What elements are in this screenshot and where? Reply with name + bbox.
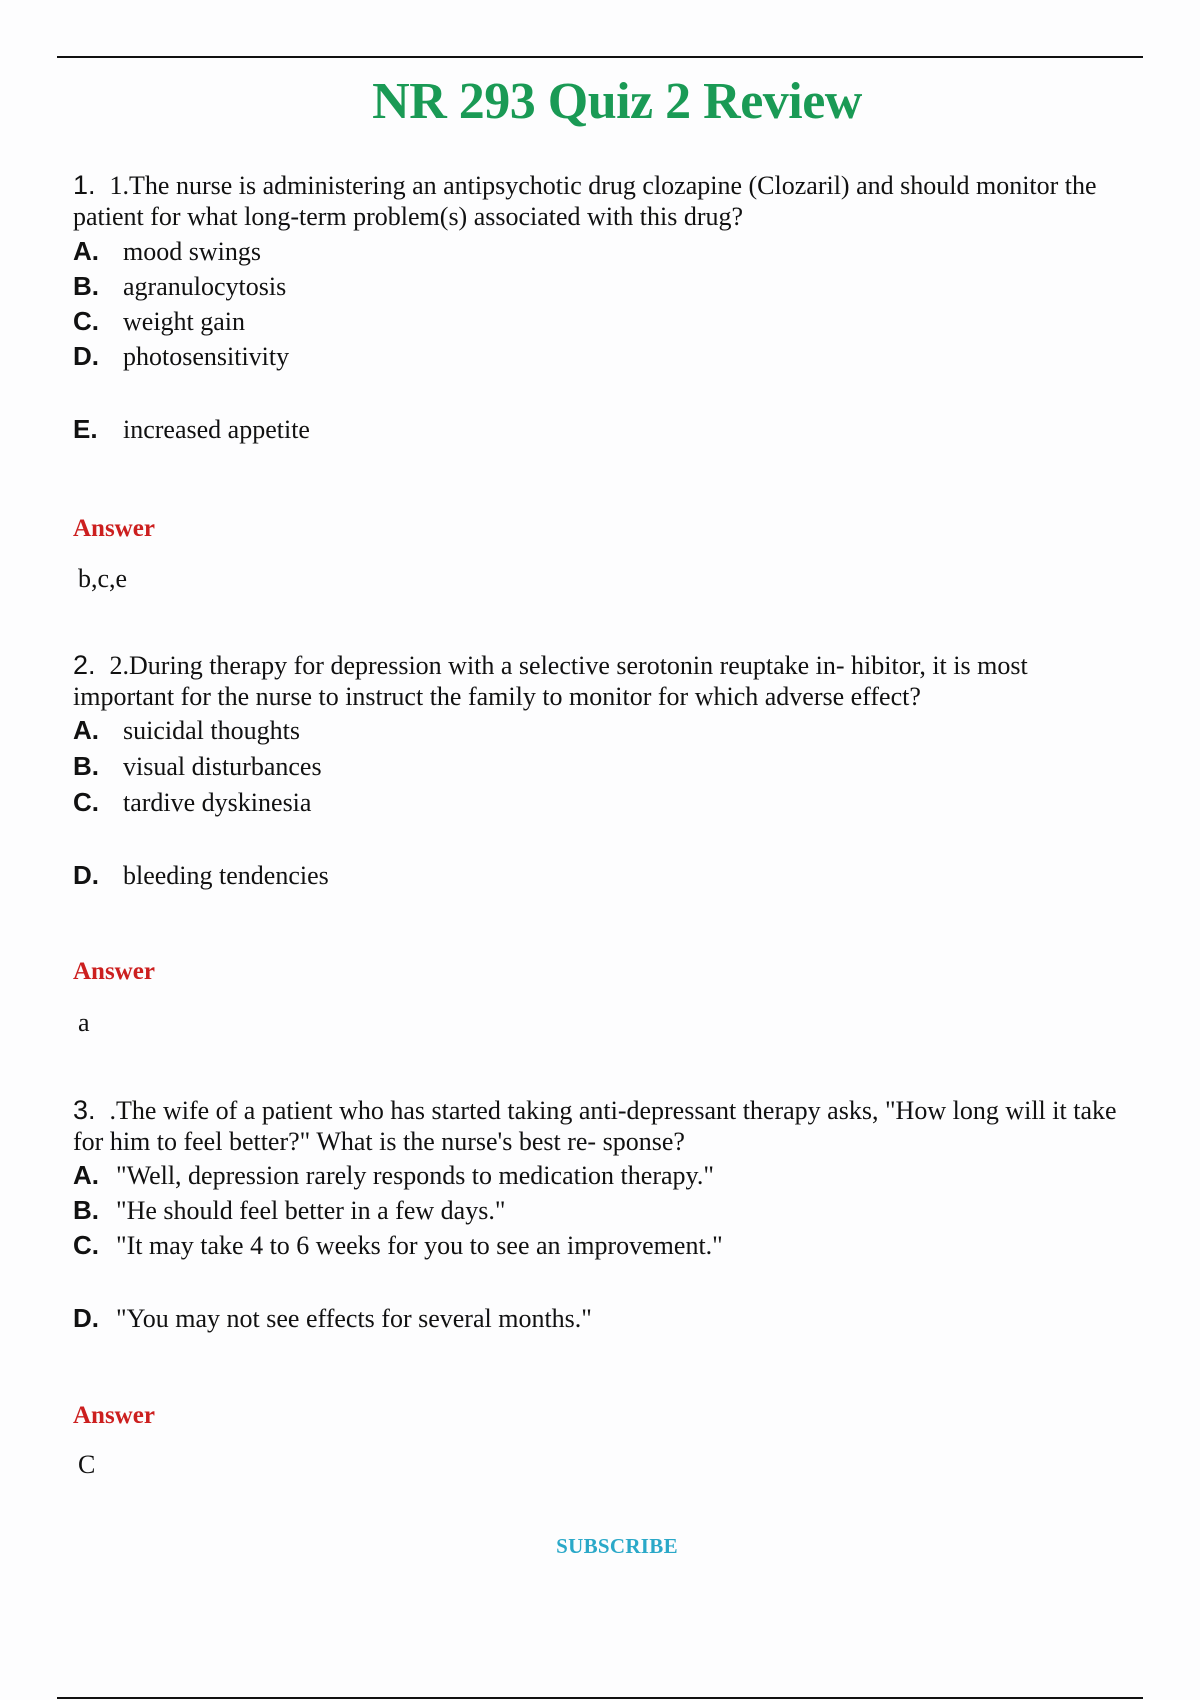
question-body: 2.During therapy for depression with a selective serotonin reuptake in- hibitor, it is most important for the nurse to instruct the family to monitor for which adverse effect? [73,651,1028,711]
option-letter: B. [73,1195,99,1225]
option-letter: A. [73,236,99,266]
answer-value: b,c,e [78,564,128,593]
option-b [73,1195,505,1226]
option-c [73,787,311,818]
option-text: suicidal thoughts [123,716,300,745]
answer-label: Answer [73,515,155,542]
option-letter: C. [73,1230,99,1260]
option-letter: A. [73,1160,99,1190]
option-letter: D. [73,341,99,371]
option-letter: B. [73,271,99,301]
option-c [73,1230,723,1261]
page-title: NR 293 Quiz 2 Review [372,73,862,130]
option-e [73,414,310,445]
option-a [73,1160,714,1191]
option-text: "You may not see effects for several months." [116,1304,592,1333]
option-text: agranulocytosis [123,272,287,301]
option-letter: C. [73,306,99,336]
question-body: .The wife of a patient who has started taking anti-depressant therapy asks, "How long will it take for him to feel better?" What is the nurse's best re- sponse? [73,1096,1117,1156]
option-b [73,271,286,302]
option-letter: C. [73,787,99,817]
answer-value: a [78,1008,90,1037]
option-text: "He should feel better in a few days." [116,1196,506,1225]
question-number: 2. [73,650,96,680]
option-text: weight gain [123,307,246,336]
question-1 [73,170,1133,593]
bottom-rule [57,1697,1143,1699]
answer-label: Answer [73,958,155,985]
option-a [73,236,261,267]
option-text: tardive dyskinesia [123,788,312,817]
option-text: mood swings [123,237,261,266]
question-number: 1. [73,170,96,200]
option-text: "It may take 4 to 6 weeks for you to see an improvement." [116,1231,723,1260]
top-rule [57,56,1143,58]
option-letter: E. [73,414,98,444]
option-letter: A. [73,715,99,745]
option-b [73,751,322,782]
answer-label: Answer [73,1402,155,1429]
option-d [73,1303,592,1334]
option-d [73,860,329,891]
answer-value: C [78,1450,96,1479]
option-c [73,306,245,337]
option-text: "Well, depression rarely responds to medication therapy." [116,1161,714,1190]
option-text: bleeding tendencies [123,861,329,890]
option-letter: D. [73,860,99,890]
option-text: photosensitivity [123,342,290,371]
question-3 [73,1095,1133,1479]
option-text: increased appetite [123,415,310,444]
question-body: 1.The nurse is administering an antipsychotic drug clozapine (Clozaril) and should monitor the patient for what long-term problem(s) associated with this drug? [73,171,1097,231]
question-2 [73,650,1133,1037]
question-text [73,170,1133,232]
option-d [73,341,289,372]
question-number: 3. [73,1095,96,1125]
question-text [73,1095,1133,1157]
option-text: visual disturbances [123,752,322,781]
option-a [73,715,300,746]
subscribe-link[interactable]: SUBSCRIBE [556,1534,678,1558]
option-letter: D. [73,1303,99,1333]
option-letter: B. [73,751,99,781]
question-text [73,650,1133,712]
